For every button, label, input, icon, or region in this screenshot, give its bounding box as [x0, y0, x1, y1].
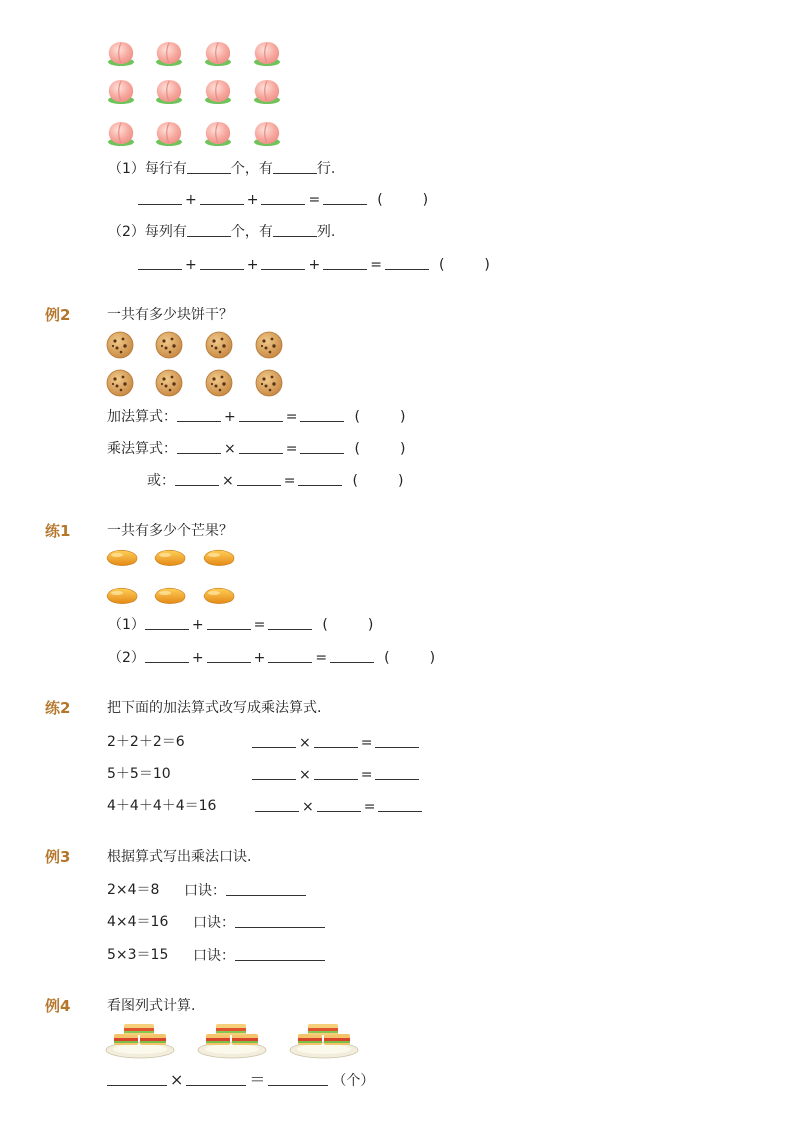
answer-blank[interactable] — [261, 255, 305, 270]
ex3-expr: 2×4＝8 — [107, 882, 160, 898]
answer-blank[interactable] — [323, 255, 367, 270]
answer-blank[interactable] — [107, 1071, 167, 1086]
mango-grid — [0, 543, 800, 613]
answer-blank[interactable] — [138, 255, 182, 270]
answer-blank[interactable] — [375, 733, 419, 748]
pr2-addition-expr: 5＋5＝10 — [107, 766, 171, 782]
pr2-answer-row: × = — [252, 765, 419, 784]
peach-icon — [108, 80, 134, 104]
unit-parentheses[interactable]: ( ) — [438, 257, 490, 273]
answer-blank[interactable] — [375, 765, 419, 780]
peach-q2: （2）每列有 个，有 列. — [108, 224, 336, 240]
answer-blank[interactable] — [187, 159, 231, 174]
ex4-answer-row: × ＝ （个） — [107, 1071, 374, 1090]
peach-icon — [254, 42, 280, 66]
peach-grid — [0, 30, 800, 180]
answer-blank[interactable] — [314, 765, 358, 780]
peach-q1: （1）每行有 个，有 行. — [108, 161, 336, 177]
ex3-expr: 5×3＝15 — [107, 947, 169, 963]
answer-blank[interactable] — [252, 765, 296, 780]
sandwich-plate-icon — [198, 1024, 266, 1058]
sandwich-plates — [0, 1018, 800, 1063]
cookie-icon — [206, 370, 232, 396]
cookie-icon — [107, 370, 133, 396]
answer-blank[interactable] — [200, 255, 244, 270]
answer-blank[interactable] — [252, 733, 296, 748]
answer-blank[interactable] — [298, 471, 342, 486]
answer-blank[interactable] — [268, 648, 312, 663]
answer-blank[interactable] — [138, 190, 182, 205]
answer-blank[interactable] — [207, 648, 251, 663]
mango-icon — [204, 588, 234, 603]
unit-parentheses[interactable]: ( ) — [354, 409, 406, 425]
section-label-ex3: 例3 — [45, 848, 71, 866]
unit-parentheses[interactable]: ( ) — [322, 617, 374, 633]
sandwich-plate-icon — [106, 1024, 174, 1058]
answer-blank[interactable] — [323, 190, 367, 205]
answer-blank[interactable] — [145, 615, 189, 630]
cookie-icon — [206, 332, 232, 358]
ex3-rhyme-row: 口诀： — [184, 881, 306, 900]
answer-blank[interactable] — [186, 1071, 246, 1086]
answer-blank[interactable] — [273, 159, 317, 174]
peach-icon — [205, 80, 231, 104]
pr2-addition-expr: 2＋2＋2＝6 — [107, 734, 185, 750]
answer-blank[interactable] — [207, 615, 251, 630]
rhyme-blank[interactable] — [235, 946, 325, 961]
pr2-answer-row: × = — [255, 797, 422, 816]
peach-icon — [205, 122, 231, 146]
section-label-pr1: 练1 — [45, 522, 71, 540]
ex2-question: 一共有多少块饼干？ — [107, 307, 233, 323]
answer-blank[interactable] — [175, 471, 219, 486]
ex3-rhyme-row: 口诀： — [193, 913, 325, 932]
unit-parentheses[interactable]: ( ) — [354, 441, 406, 457]
answer-blank[interactable] — [378, 797, 422, 812]
mango-icon — [107, 550, 137, 565]
pr2-addition-expr: 4＋4＋4＋4＝16 — [107, 798, 217, 814]
peach-icon — [108, 42, 134, 66]
answer-blank[interactable] — [261, 190, 305, 205]
ex2-or-row: 或： × = ( ) — [147, 473, 404, 489]
pr1-q1: （1） + = ( ) — [108, 617, 374, 633]
peach-icon — [254, 122, 280, 146]
pr1-question: 一共有多少个芒果？ — [107, 523, 233, 539]
unit-parentheses[interactable]: ( ) — [384, 650, 436, 666]
pr1-q2: （2） + + = ( ) — [108, 650, 436, 666]
peach-icon — [108, 122, 134, 146]
mango-icon — [155, 588, 185, 603]
peach-icon — [156, 122, 182, 146]
answer-blank[interactable] — [239, 439, 283, 454]
peach-icon — [156, 80, 182, 104]
cookie-icon — [107, 332, 133, 358]
peach-icon — [205, 42, 231, 66]
sandwich-plate-icon — [290, 1024, 358, 1058]
section-label-ex4: 例4 — [45, 997, 71, 1015]
answer-blank[interactable] — [145, 648, 189, 663]
ex4-question: 看图列式计算. — [107, 998, 196, 1014]
pr2-question: 把下面的加法算式改写成乘法算式. — [107, 700, 322, 716]
ex3-rhyme-row: 口诀： — [193, 946, 325, 965]
section-label-pr2: 练2 — [45, 699, 71, 717]
mango-icon — [155, 550, 185, 565]
answer-blank[interactable] — [237, 471, 281, 486]
ex2-multiplication-row: 乘法算式： × = ( ) — [107, 441, 406, 457]
cookie-icon — [156, 332, 182, 358]
answer-blank[interactable] — [177, 407, 221, 422]
answer-blank[interactable] — [268, 1071, 328, 1086]
pr2-answer-row: × = — [252, 733, 419, 752]
answer-blank[interactable] — [300, 407, 344, 422]
ex3-expr: 4×4＝16 — [107, 914, 169, 930]
cookie-icon — [156, 370, 182, 396]
section-label-ex2: 例2 — [45, 306, 71, 324]
cookie-icon — [256, 370, 282, 396]
answer-blank[interactable] — [330, 648, 374, 663]
answer-blank[interactable] — [314, 733, 358, 748]
answer-blank[interactable] — [187, 222, 231, 237]
cookie-grid — [0, 326, 800, 406]
unit-parentheses[interactable]: ( ) — [352, 473, 404, 489]
peach-q1-equation: + + = ( ) — [138, 190, 428, 209]
answer-blank[interactable] — [300, 439, 344, 454]
answer-blank[interactable] — [385, 255, 429, 270]
answer-blank[interactable] — [177, 439, 221, 454]
unit-parentheses[interactable]: ( ) — [377, 192, 429, 208]
rhyme-blank[interactable] — [235, 913, 325, 928]
answer-blank[interactable] — [273, 222, 317, 237]
answer-blank[interactable] — [239, 407, 283, 422]
peach-q2-equation: + + + = ( ) — [138, 255, 490, 274]
mango-icon — [107, 588, 137, 603]
ex3-question: 根据算式写出乘法口诀. — [107, 849, 252, 865]
answer-blank[interactable] — [268, 615, 312, 630]
peach-icon — [156, 42, 182, 66]
answer-blank[interactable] — [200, 190, 244, 205]
peach-icon — [254, 80, 280, 104]
ex2-addition-row: 加法算式： + = ( ) — [107, 409, 406, 425]
answer-blank[interactable] — [255, 797, 299, 812]
cookie-icon — [256, 332, 282, 358]
rhyme-blank[interactable] — [226, 881, 306, 896]
mango-icon — [204, 550, 234, 565]
answer-blank[interactable] — [317, 797, 361, 812]
